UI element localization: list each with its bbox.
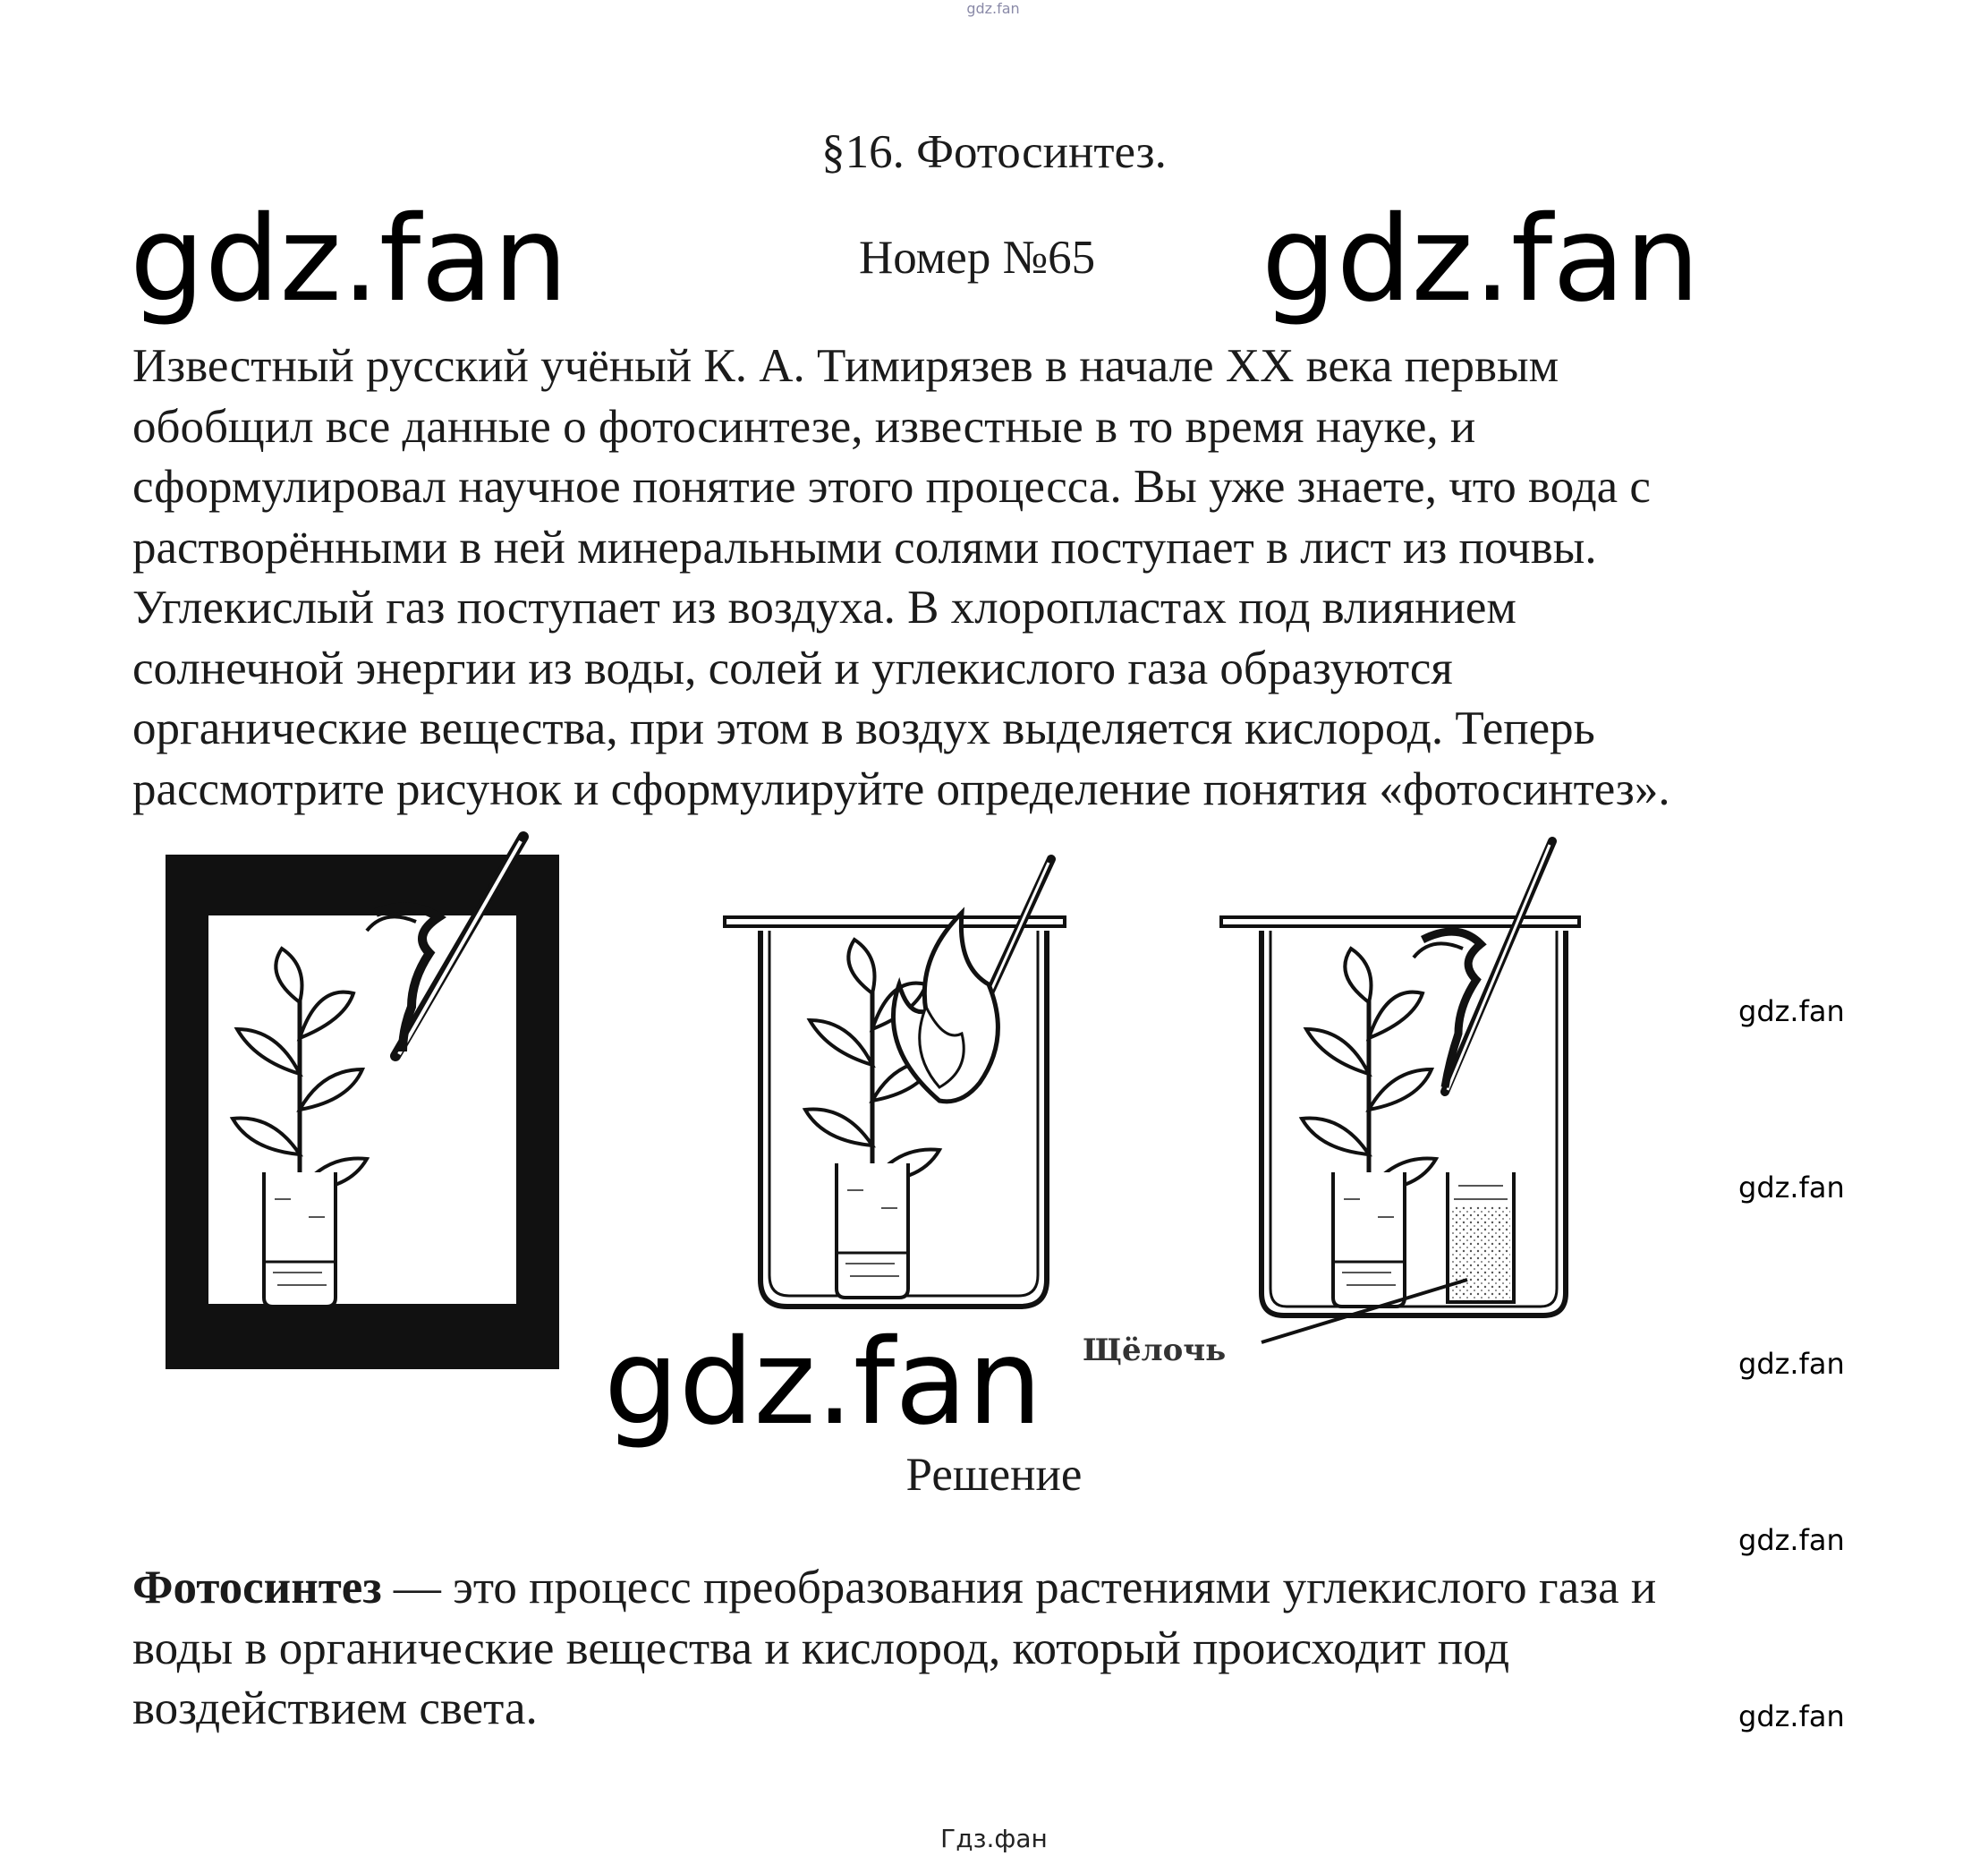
answer-line: воды в органические вещества и кислород, который происходит под <box>132 1622 1510 1674</box>
watermark-side: gdz.fan <box>1738 1171 1845 1205</box>
question-line: Известный русский учёный К. А. Тимирязев в начале XX века первым <box>132 340 1559 392</box>
watermark-top: gdz.fan <box>966 0 1020 17</box>
photosynthesis-experiment-figure <box>152 805 1584 1378</box>
dark-box-experiment <box>166 837 559 1369</box>
watermark-large: gdz.fan <box>130 191 568 328</box>
watermark-side: gdz.fan <box>1738 1523 1845 1557</box>
watermark-large: gdz.fan <box>604 1314 1042 1452</box>
question-line: органические вещества, при этом в воздух выделяется кислород. Теперь <box>132 702 1595 754</box>
watermark-large: gdz.fan <box>1262 191 1700 328</box>
question-line: рассмотрите рисунок и сформулируйте определение понятия «фотосинтез». <box>132 762 1670 815</box>
answer-text <box>132 1558 1913 1740</box>
solution-label: Решение <box>905 1449 1083 1501</box>
alkali-jar-experiment <box>1221 841 1579 1342</box>
answer-term: Фотосинтез <box>132 1562 382 1613</box>
section-title: §16. Фотосинтез. <box>821 126 1167 178</box>
question-line: Углекислый газ поступает из воздуха. В хлоропластах под влиянием <box>132 582 1516 634</box>
question-line: растворёнными в ней минеральными солями поступает в лист из почвы. <box>132 521 1597 574</box>
alkali-label: Щёлочь <box>1083 1332 1227 1368</box>
answer-line <box>132 1558 1913 1619</box>
footer-watermark: Гдз.фан <box>940 1824 1048 1853</box>
task-number: Номер №65 <box>859 232 1096 284</box>
watermark-side: gdz.fan <box>1738 1347 1845 1381</box>
answer-definition: — это процесс преобразования растениями углекислого газа и <box>381 1562 1657 1613</box>
question-text <box>132 336 1913 820</box>
watermark-side: gdz.fan <box>1738 1699 1845 1733</box>
answer-line: воздействием света. <box>132 1682 538 1734</box>
watermark-side: gdz.fan <box>1738 994 1845 1028</box>
question-line: обобщил все данные о фотосинтезе, известные в то время науке, и <box>132 400 1476 453</box>
light-jar-experiment <box>725 859 1065 1307</box>
question-line: солнечной энергии из воды, солей и углекислого газа образуются <box>132 642 1453 694</box>
question-line: сформулировал научное понятие этого процесса. Вы уже знаете, что вода с <box>132 461 1651 513</box>
